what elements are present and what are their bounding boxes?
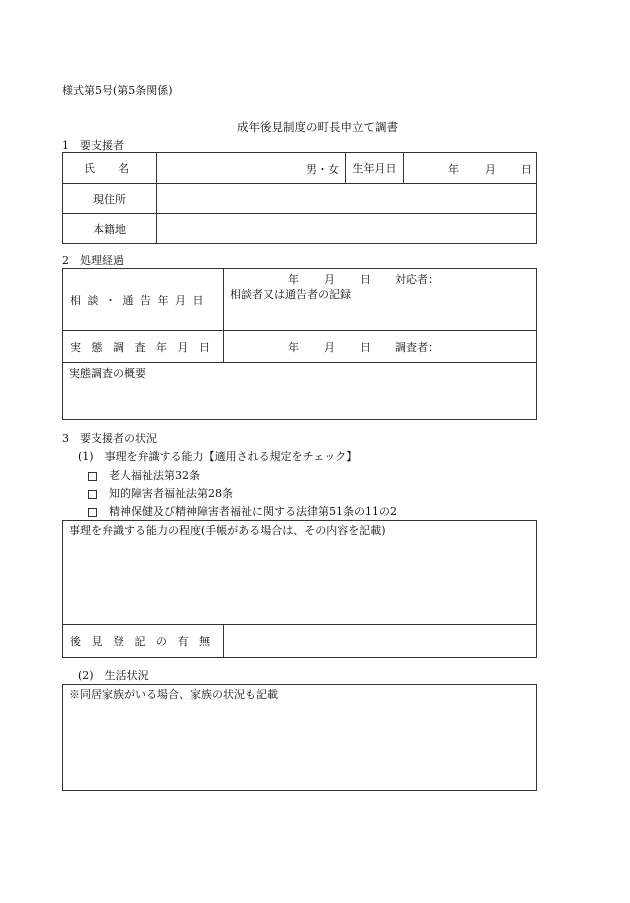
- consult-record-label: 相談者又は通告者の記録: [230, 288, 351, 301]
- ability-degree-cell[interactable]: [63, 521, 536, 625]
- dob-label: 生年月日: [352, 162, 397, 175]
- dob-label-cell: [346, 153, 404, 184]
- check-label: 知的障害者福祉法第28条: [109, 487, 233, 500]
- dob-year: 年: [448, 163, 459, 176]
- name-label-cell: [63, 153, 157, 184]
- check-item[interactable]: [88, 470, 200, 481]
- living-note: ※同居家族がいる場合、家族の状況も記載: [69, 688, 278, 701]
- address-value-cell[interactable]: [157, 184, 536, 214]
- survey-label-cell: [63, 331, 224, 363]
- ability-table: [62, 520, 537, 658]
- survey-month: 月: [324, 341, 335, 354]
- survey-investigator: 調査者：: [395, 341, 439, 354]
- survey-year: 年: [288, 341, 299, 354]
- check-label: 老人福祉法第32条: [109, 469, 200, 482]
- ability-subheading: (1) 事理を弁識する能力【適用される規定をチェック】: [78, 450, 358, 463]
- consult-month: 月: [324, 273, 335, 286]
- consult-year: 年: [288, 273, 299, 286]
- consult-label-cell: [63, 269, 224, 331]
- section1-heading: 1 要支援者: [62, 139, 124, 152]
- domicile-label: 本籍地: [93, 222, 126, 236]
- domicile-label-cell: [63, 214, 157, 243]
- section2-heading: 2 処理経過: [62, 254, 124, 267]
- name-label: 氏 名: [84, 162, 135, 175]
- guardian-label: 後見登記の有無: [70, 635, 221, 648]
- dob-value-cell[interactable]: [404, 153, 536, 184]
- checkbox-icon[interactable]: [88, 508, 97, 517]
- survey-value-cell[interactable]: [224, 331, 536, 363]
- check-label: 精神保健及び精神障害者福祉に関する法律第51条の11の2: [109, 505, 397, 518]
- dob-day: 日: [521, 163, 532, 176]
- domicile-value-cell[interactable]: [157, 214, 536, 243]
- consult-responder: 対応者：: [395, 273, 439, 286]
- applicant-table: [62, 152, 537, 244]
- page-title: 成年後見制度の町長申立て調書: [237, 120, 398, 134]
- name-value-cell[interactable]: [157, 153, 346, 184]
- form-number: 様式第5号(第5条関係): [62, 84, 173, 97]
- process-table: [62, 268, 537, 420]
- section3-heading: 3 要支援者の状況: [62, 432, 157, 445]
- ability-degree-label: 事理を弁識する能力の程度(手帳がある場合は、その内容を記載): [69, 524, 386, 537]
- survey-label: 実態調査年月日: [70, 341, 221, 354]
- consult-label: 相談・通告年月日: [70, 294, 210, 307]
- guardian-value-cell[interactable]: [224, 625, 536, 657]
- sex-choice[interactable]: 男・女: [306, 163, 339, 176]
- consult-value-cell[interactable]: [224, 269, 536, 331]
- guardian-label-cell: [63, 625, 224, 657]
- survey-summary-cell[interactable]: [63, 363, 536, 419]
- living-subheading: (2) 生活状況: [78, 669, 149, 682]
- check-item[interactable]: [88, 506, 397, 517]
- check-item[interactable]: [88, 488, 233, 499]
- address-label-cell: [63, 184, 157, 214]
- consult-day: 日: [360, 273, 371, 286]
- checkbox-icon[interactable]: [88, 490, 97, 499]
- checkbox-icon[interactable]: [88, 472, 97, 481]
- address-label: 現住所: [93, 192, 126, 206]
- survey-day: 日: [360, 341, 371, 354]
- dob-month: 月: [485, 163, 496, 176]
- living-status-box[interactable]: [62, 684, 537, 791]
- survey-summary-label: 実態調査の概要: [69, 367, 146, 380]
